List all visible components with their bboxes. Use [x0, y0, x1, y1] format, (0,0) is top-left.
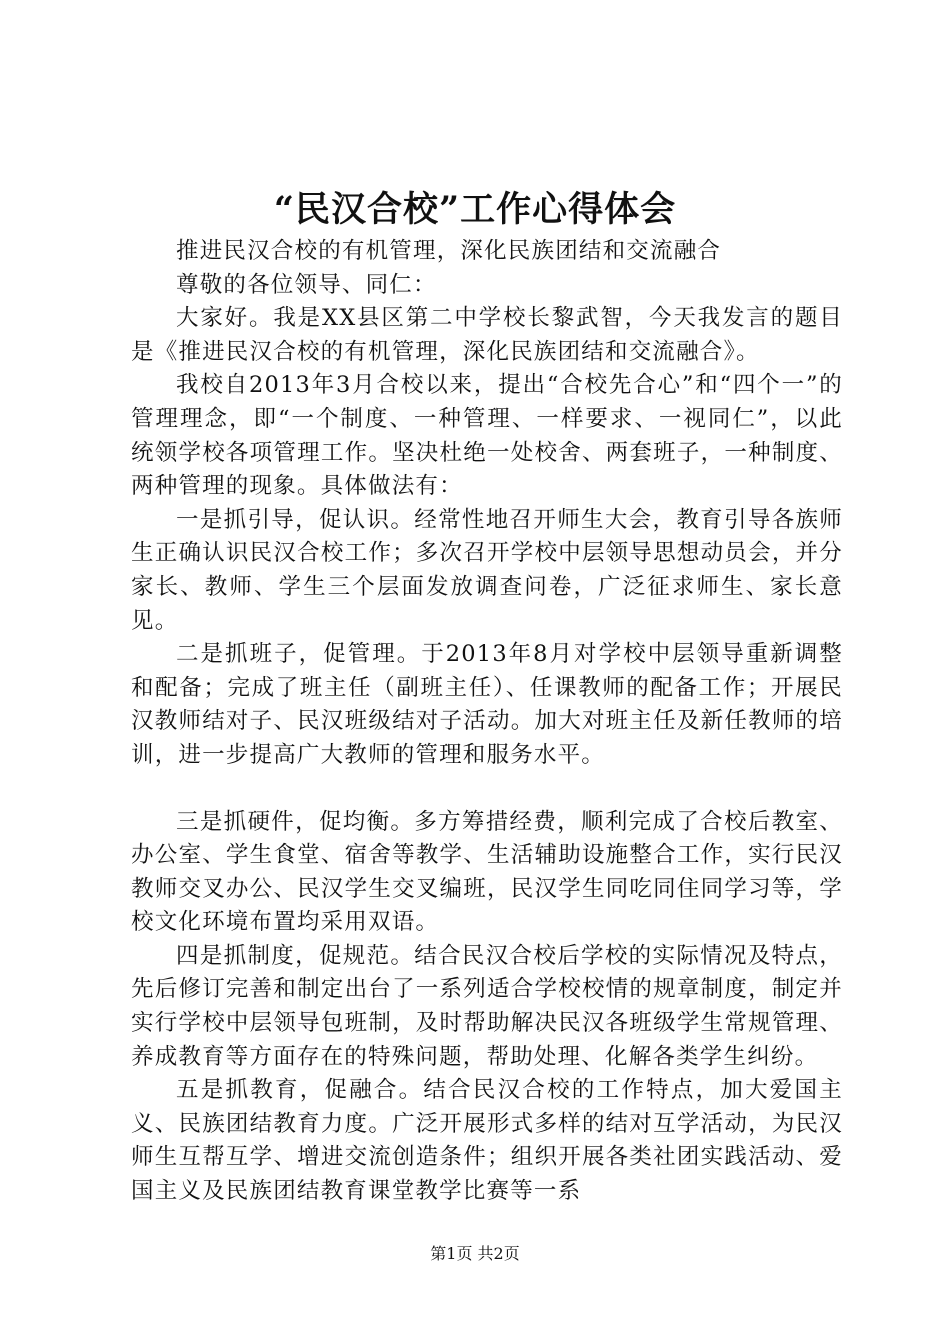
- document-body: [131, 235, 843, 1209]
- paragraph-point-2: 二是抓班子，促管理。于2013年8月对学校中层领导重新调整和配备；完成了班主任（副班主任）、任课教师的配备工作；开展民汉教师结对子、民汉班级结对子活动。加大对班主任及新任教师的培训，进一步提高广大教师的管理和服务水平。: [131, 641, 843, 768]
- paragraph-point-4: 四是抓制度，促规范。结合民汉合校后学校的实际情况及特点，先后修订完善和制定出台了一系列适合学校校情的规章制度，制定并实行学校中层领导包班制，及时帮助解决民汉各班级学生常规管理、养成教育等方面存在的特殊问题，帮助处理、化解各类学生纠纷。: [131, 942, 843, 1070]
- paragraph-greeting: 大家好。我是XX县区第二中学校长黎武智，今天我发言的题目是《推进民汉合校的有机管理，深化民族团结和交流融合》。: [131, 305, 843, 365]
- paragraph-point-5: 五是抓教育，促融合。结合民汉合校的工作特点，加大爱国主义、民族团结教育力度。广泛开展形式多样的结对互学活动，为民汉师生互帮互学、增进交流创造条件；组织开展各类社团实践活动、爱国主义及民族团结教育课堂教学比赛等一系: [131, 1077, 843, 1205]
- document-title: “民汉合校”工作心得体会: [273, 189, 677, 230]
- paragraph-point-1: 一是抓引导，促认识。经常性地召开师生大会，教育引导各族师生正确认识民汉合校工作；多次召开学校中层领导思想动员会，并分家长、教师、学生三个层面发放调查问卷，广泛征求师生、家长意见。: [131, 506, 843, 634]
- paragraph-point-3: 三是抓硬件，促均衡。多方筹措经费，顺利完成了合校后教室、办公室、学生食堂、宿舍等教学、生活辅助设施整合工作，实行民汉教师交叉办公、民汉学生交叉编班，民汉学生同吃同住同学习等，学校文化环境布置均采用双语。: [131, 808, 843, 936]
- page-number-footer: 第1页 共2页: [430, 1244, 520, 1263]
- paragraph-intro: 我校自2013年3月合校以来，提出“合校先合心”和“四个一”的管理理念，即“一个制度、一种管理、一样要求、一视同仁”，以此统领学校各项管理工作。坚决杜绝一处校舍、两套班子，一种制度、两种管理的现象。具体做法有：: [131, 372, 843, 500]
- paragraph-subtitle: 推进民汉合校的有机管理，深化民族团结和交流融合: [176, 238, 722, 264]
- paragraph-salutation: 尊敬的各位领导、同仁：: [176, 271, 437, 298]
